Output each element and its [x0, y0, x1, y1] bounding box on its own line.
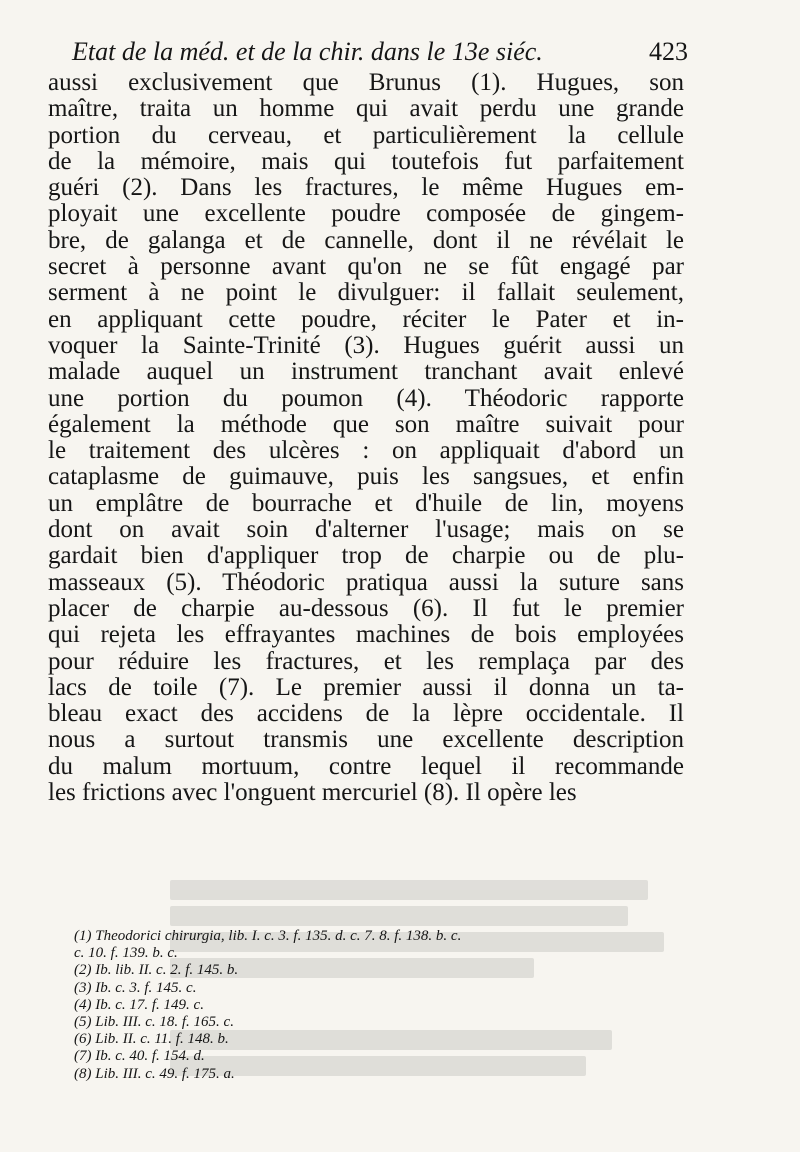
text-line: maître, traita un homme qui avait perdu une grande — [48, 96, 684, 123]
text-line: serment à ne point le divulguer: il fallait seulement, — [48, 280, 684, 307]
text-line: masseaux (5). Théodoric pratiqua aussi la suture sans — [48, 569, 684, 596]
text-line: qui rejeta les effrayantes machines de bois employées — [48, 622, 684, 649]
text-line: dont on avait soin d'alterner l'usage; mais on se — [48, 517, 684, 544]
footnote: (2) Ib. lib. II. c. 2. f. 145. b. — [74, 962, 239, 979]
footnote: (7) Ib. c. 40. f. 154. d. — [74, 1048, 205, 1065]
text-line: en appliquant cette poudre, réciter le Pater et in- — [48, 306, 684, 333]
footnote: (5) Lib. III. c. 18. f. 165. c. — [74, 1013, 234, 1030]
text-line: les frictions avec l'onguent mercuriel (8). Il opère les — [48, 780, 577, 807]
text-line: bre, de galanga et de cannelle, dont il ne révélait le — [48, 227, 684, 254]
footnote: (3) Ib. c. 3. f. 145. c. — [74, 979, 197, 996]
footnote: (8) Lib. III. c. 49. f. 175. a. — [74, 1065, 235, 1082]
text-line: guéri (2). Dans les fractures, le même Hugues em- — [48, 175, 684, 202]
footnotes — [74, 928, 694, 1083]
text-line: nous a surtout transmis une excellente description — [48, 727, 684, 754]
text-line: pour réduire les fractures, et les remplaça par des — [48, 648, 684, 675]
text-line: bleau exact des accidens de la lèpre occidentale. Il — [48, 701, 684, 728]
text-line: de la mémoire, mais qui toutefois fut parfaitement — [48, 148, 684, 175]
footnote: (4) Ib. c. 17. f. 149. c. — [74, 996, 204, 1013]
text-line: également la méthode que son maître suivait pour — [48, 411, 684, 438]
text-line: portion du cerveau, et particulièrement la cellule — [48, 122, 684, 149]
body-text — [48, 70, 684, 806]
text-line: secret à personne avant qu'on ne se fût engagé par — [48, 254, 684, 281]
text-line: gardait bien d'appliquer trop de charpie ou de plu- — [48, 543, 684, 570]
running-title: Etat de la méd. et de la chir. dans le 13e siéc. — [72, 37, 543, 66]
text-line: cataplasme de guimauve, puis les sangsues, et enfin — [48, 464, 684, 491]
text-line: du malum mortuum, contre lequel il recommande — [48, 753, 684, 780]
text-line: malade auquel un instrument tranchant avait enlevé — [48, 359, 684, 386]
text-line: ployait une excellente poudre composée de gingem- — [48, 201, 684, 228]
text-line: le traitement des ulcères : on appliquait d'abord un — [48, 438, 684, 465]
footnote: c. 10. f. 139. b. c. — [74, 945, 178, 962]
text-line: lacs de toile (7). Le premier aussi il donna un ta- — [48, 674, 684, 701]
text-line: voquer la Sainte-Trinité (3). Hugues guérit aussi un — [48, 332, 684, 359]
footnote: (1) Theodorici chirurgia, lib. I. c. 3. f. 135. d. c. 7. 8. f. 138. b. c. — [74, 928, 462, 944]
text-line: placer de charpie au-dessous (6). Il fut le premier — [48, 595, 684, 622]
footnote: (6) Lib. II. c. 11. f. 148. b. — [74, 1031, 229, 1048]
text-line: une portion du poumon (4). Théodoric rapporte — [48, 385, 684, 412]
text-line: un emplâtre de bourrache et d'huile de lin, moyens — [48, 490, 684, 517]
text-line: aussi exclusivement que Brunus (1). Hugues, son — [48, 70, 684, 96]
page-number: 423 — [649, 37, 688, 66]
